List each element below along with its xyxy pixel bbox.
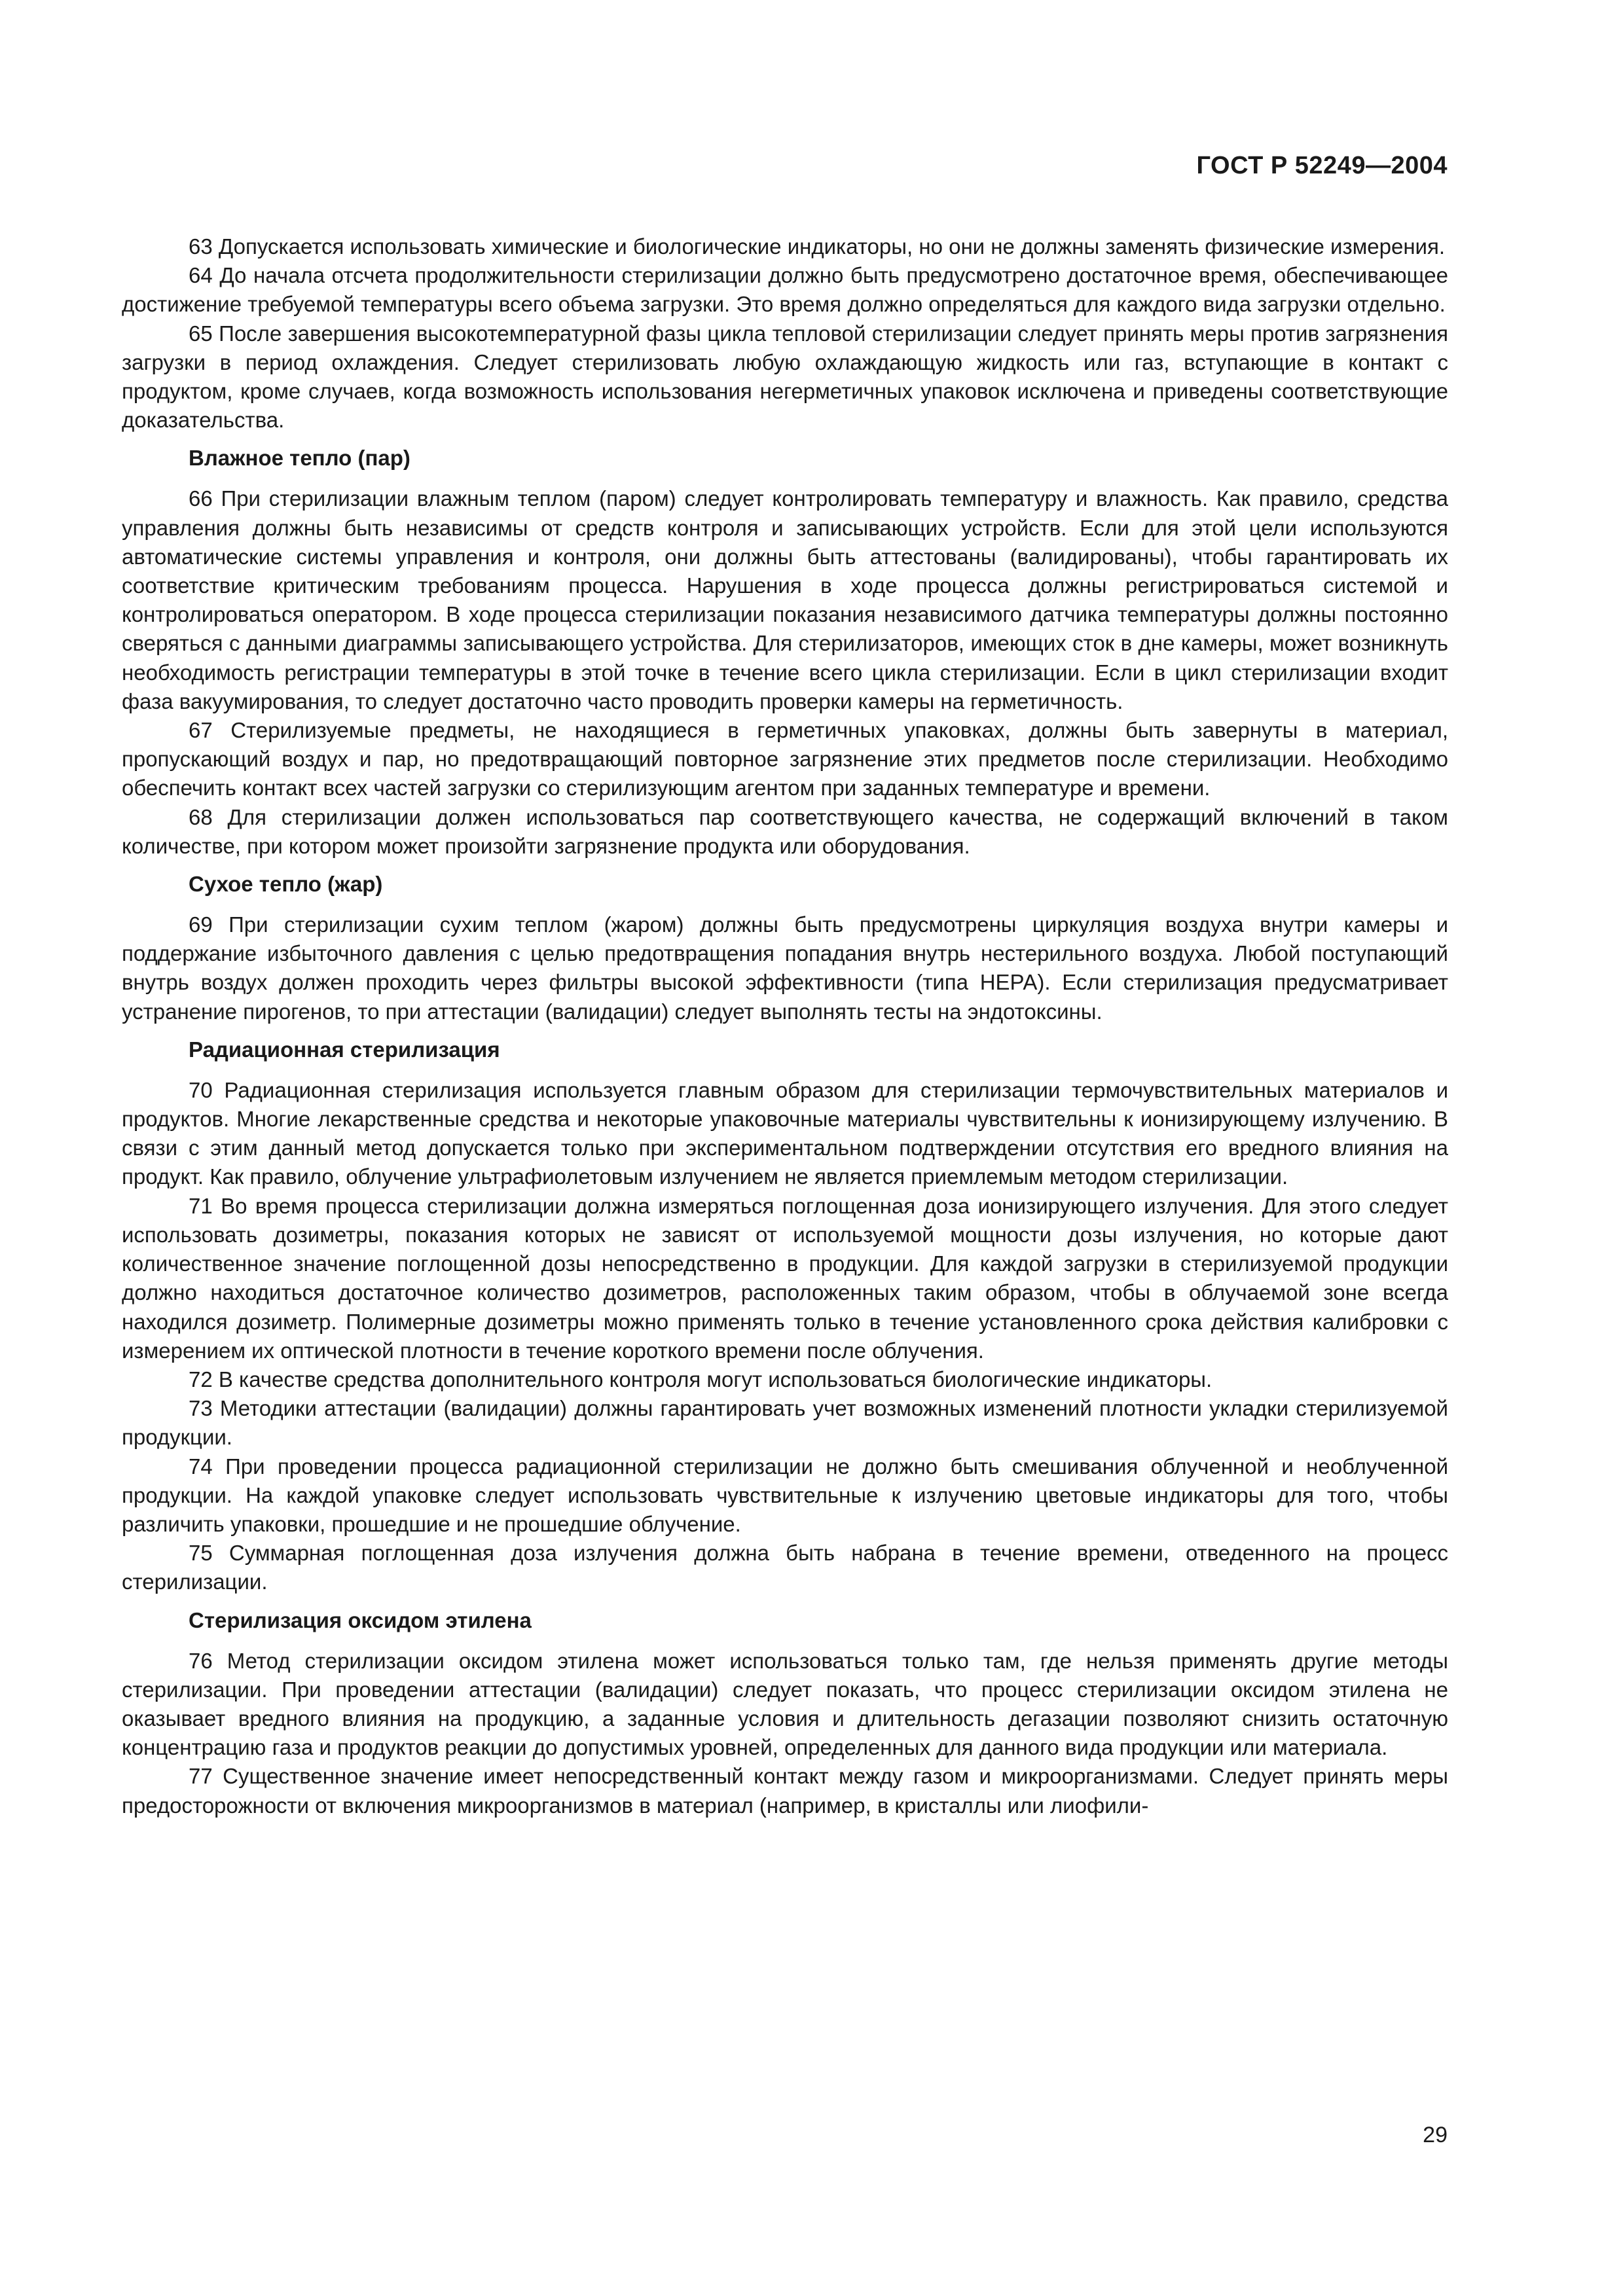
paragraph-66: 66 При стерилизации влажным теплом (паром) следует контролировать температуру и влажность. Как правило, средства управления должны быть независимы от средств контроля и записывающих устройств. Если для этой цели используются автоматические системы управления и контроля, они должны быть аттестованы (валидированы), чтобы гарантировать их соответствие критическим требованиям процесса. Нарушения в ходе процесса должны регистрироваться системой и контролироваться оператором. В ходе процесса стерилизации показания независимого датчика температуры должны постоянно сверяться с данными диаграммы записывающего устройства. Для стерилизаторов, имеющих сток в дне камеры, может возникнуть необходимость регистрации температуры в этой точке в течение всего цикла стерилизации. Если в цикл стерилизации входит фаза вакуумирования, то следует достаточно часто проводить проверки камеры на герметичность. [122,486,1448,713]
paragraph-67: 67 Стерилизуемые предметы, не находящиеся в герметичных упаковках, должны быть завернуты в материал, пропускающий воздух и пар, но предотвращающий повторное загрязнение этих предметов после стерилизации. Необходимо обеспечить контакт всех частей загрузки со стерилизующим агентом при заданных температуре и времени. [122,718,1448,800]
paragraph-64: 64 До начала отсчета продолжительности стерилизации должно быть предусмотрено достаточное время, обеспечивающее достижение требуемой температуры всего объема загрузки. Это время должно определяться для каждого вида загрузки отдельно. [122,263,1448,317]
section-heading-moist-heat: Влажное тепло (пар) [189,446,410,471]
paragraph-74: 74 При проведении процесса радиационной стерилизации не должно быть смешивания облученной и необлученной продукции. На каждой упаковке следует использовать чувствительные к излучению цветовые индикаторы для того, чтобы различить упаковки, прошедшие и не прошедшие облучение. [122,1454,1448,1536]
paragraph-76: 76 Метод стерилизации оксидом этилена может использоваться только там, где нельзя применять другие методы стерилизации. При проведении аттестации (валидации) следует показать, что процесс стерилизации оксидом этилена не оказывает вредного влияния на продукцию, а заданные условия и длительность дегазации позволяют снизить остаточную концентрацию газа и продуктов реакции до допустимых уровней, определенных для данного вида продукции или материала. [122,1648,1448,1760]
document-code-header: ГОСТ Р 52249—2004 [1196,152,1448,179]
paragraph-71: 71 Во время процесса стерилизации должна измеряться поглощенная доза ионизирующего излучения. Для этого следует использовать дозиметры, показания которых не зависят от используемой мощности дозы излучения, но которые дают количественное значение поглощенной дозы непосредственно в продукции. Для каждой загрузки в стерилизуемой продукции должно находиться достаточное количество дозиметров, расположенных таким образом, чтобы в облучаемой зоне всегда находился дозиметр. Полимерные дозиметры можно применять только в течение установленного срока действия калибровки с измерением их оптической плотности в течение короткого времени после облучения. [122,1193,1448,1363]
section-heading-radiation-sterilization: Радиационная стерилизация [189,1037,500,1062]
paragraph-68: 68 Для стерилизации должен использоваться пар соответствующего качества, не содержащий включений в таком количестве, при котором может произойти загрязнение продукта или оборудования. [122,804,1448,858]
paragraph-75: 75 Суммарная поглощенная доза излучения должна быть набрана в течение времени, отведенного на процесс стерилизации. [122,1541,1448,1594]
section-heading-dry-heat: Сухое тепло (жар) [189,872,383,897]
section-heading-ethylene-oxide: Стерилизация оксидом этилена [189,1607,532,1632]
paragraph-65: 65 После завершения высокотемпературной фазы цикла тепловой стерилизации следует принять меры против загрязнения загрузки в период охлаждения. Следует стерилизовать любую охлаждающую жидкость или газ, вступающие в контакт с продуктом, кроме случаев, когда возможность использования негерметичных упаковок исключена и приведены соответствующие доказательства. [122,321,1448,433]
paragraph-73: 73 Методики аттестации (валидации) должны гарантировать учет возможных изменений плотности укладки стерилизуемой продукции. [122,1396,1448,1450]
paragraph-69: 69 При стерилизации сухим теплом (жаром) должны быть предусмотрены циркуляция воздуха внутри камеры и поддержание избыточного давления с целью предотвращения попадания внутрь нестерильного воздуха. Любой поступающий внутрь воздух должен проходить через фильтры высокой эффективности (типа НЕРА). Если стерилизация предусматривает устранение пирогенов, то при аттестации (валидации) следует выполнять тесты на эндотоксины. [122,912,1448,1024]
paragraph-70: 70 Радиационная стерилизация используется главным образом для стерилизации термочувствительных материалов и продуктов. Многие лекарственные средства и некоторые упаковочные материалы чувствительны к ионизирующему излучению. В связи с этим данный метод допускается только при экспериментальном подтверждении отсутствия его вредного влияния на продукт. Как правило, облучение ультрафиолетовым излучением не является приемлемым методом стерилизации. [122,1077,1448,1189]
page-number: 29 [1423,2123,1448,2147]
paragraph-63: 63 Допускается использовать химические и биологические индикаторы, но они не должны заменять физические измерения. [189,234,1446,259]
paragraph-77: 77 Существенное значение имеет непосредственный контакт между газом и микроорганизмами. Следует принять меры предосторожности от включения микроорганизмов в материал (например, в кристаллы или лиофили- [122,1764,1448,1818]
document-body [122,232,1448,1820]
paragraph-72: 72 В качестве средства дополнительного контроля могут использоваться биологические индикаторы. [189,1367,1213,1391]
